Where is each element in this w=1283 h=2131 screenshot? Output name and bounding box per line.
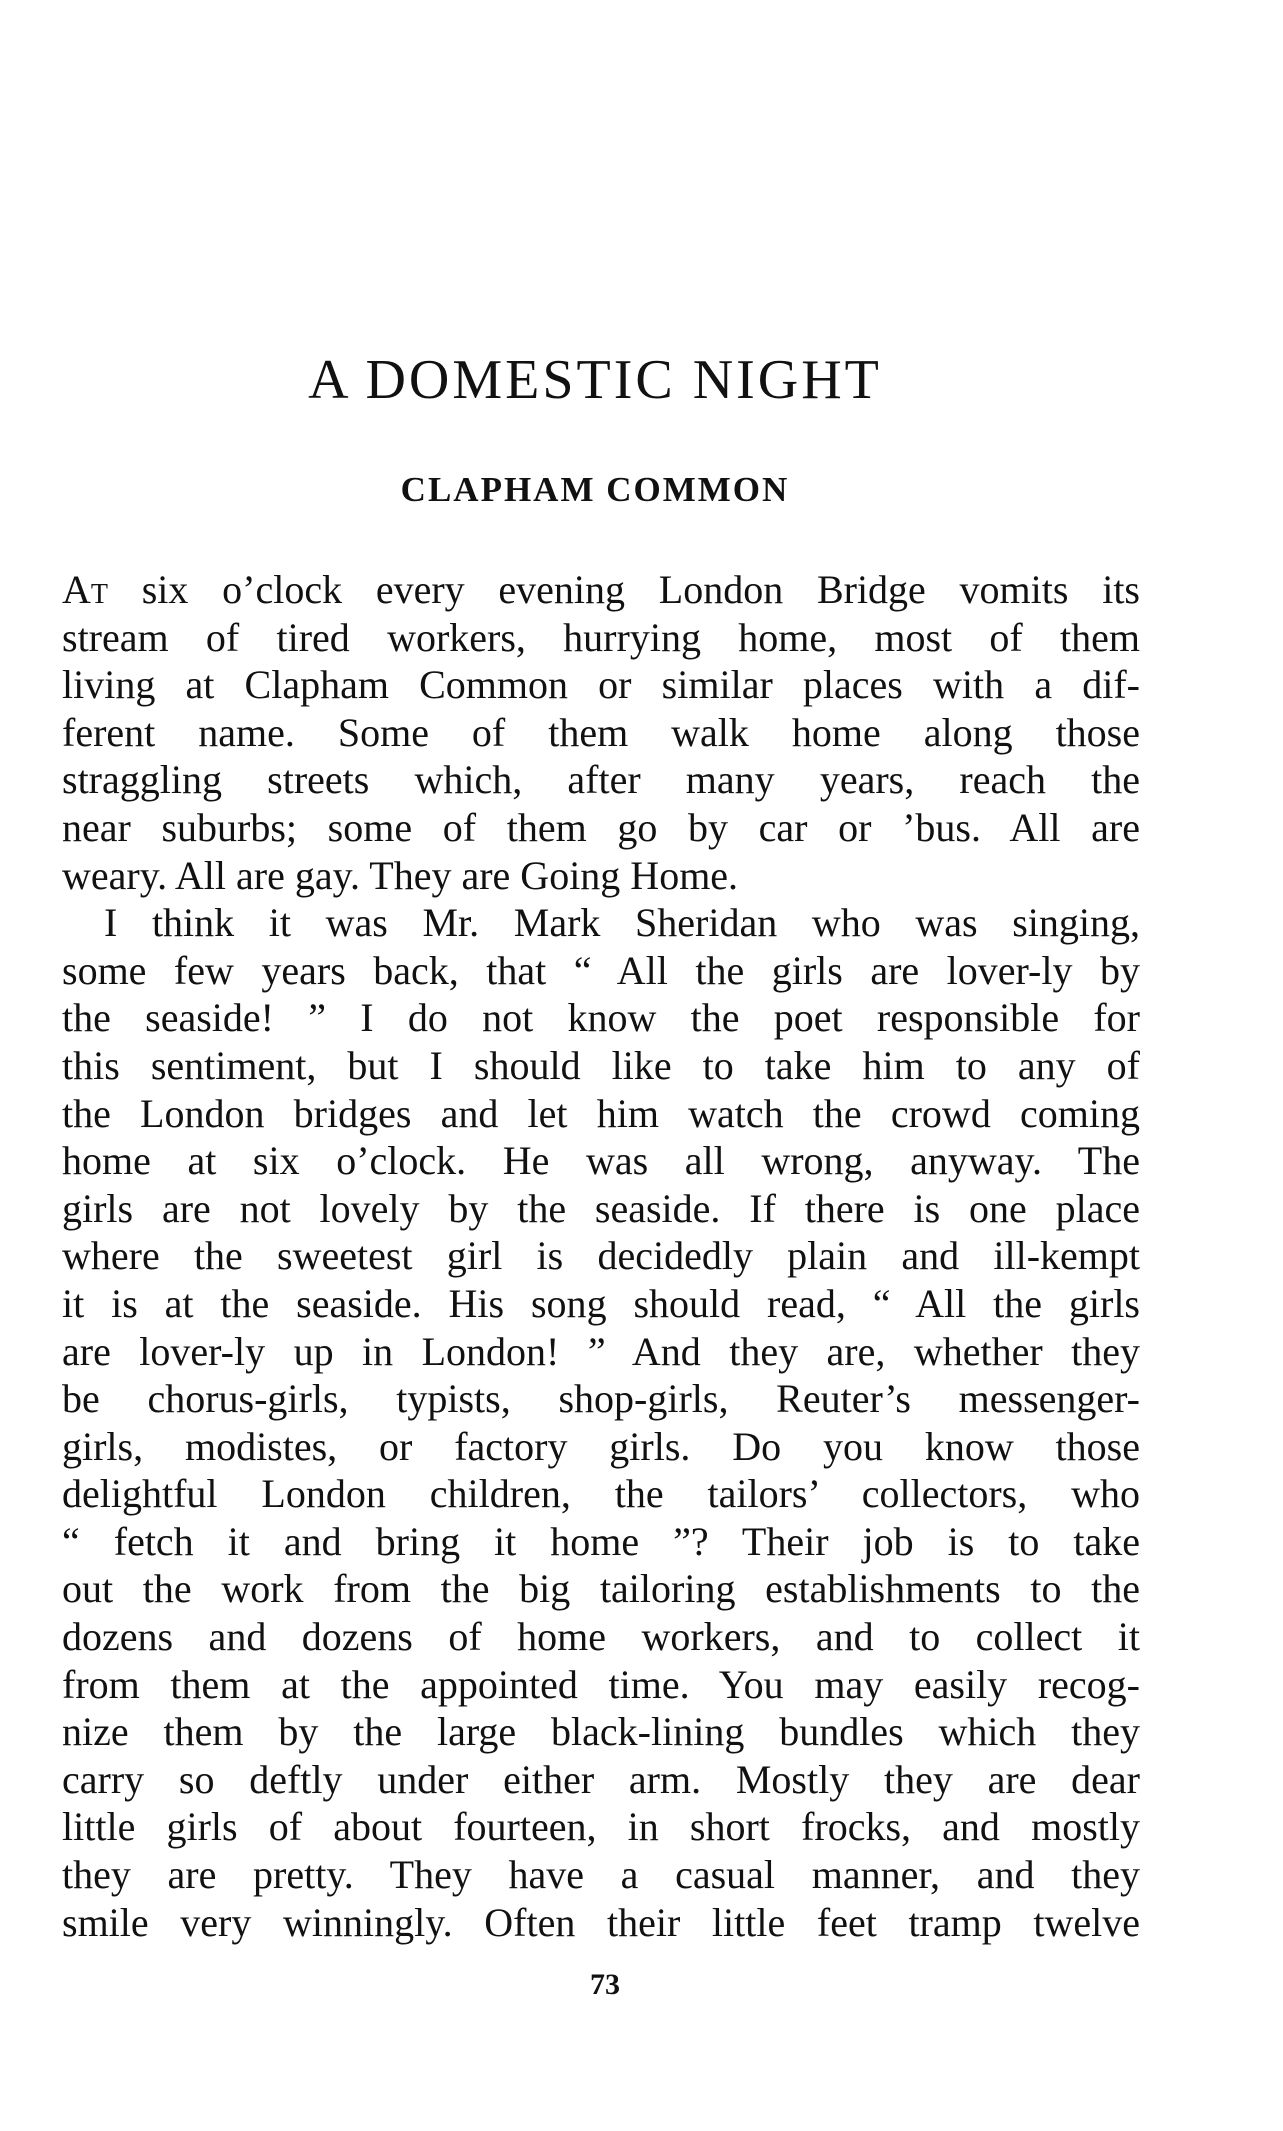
paragraph-2 [62, 899, 1140, 1946]
body-text [62, 566, 1140, 1946]
text-line: home at six o’clock. He was all wrong, anyway. The [62, 1138, 1140, 1184]
text-line: nize them by the large black-lining bundles which they [62, 1709, 1140, 1755]
text-line: stream of tired workers, hurrying home, most of them [62, 614, 1140, 660]
text-line: “ fetch it and bring it home ”? Their job is to take [62, 1518, 1140, 1564]
text-line: it is at the seaside. His song should read, “ All the girls [62, 1280, 1140, 1326]
text-line: out the work from the big tailoring establishments to the [62, 1566, 1140, 1612]
page-number: 73 [590, 1968, 620, 2001]
chapter-subtitle: CLAPHAM COMMON [400, 470, 790, 509]
text-line: little girls of about fourteen, in short frocks, and mostly [62, 1804, 1140, 1850]
text-line: where the sweetest girl is decidedly plain and ill-kempt [62, 1233, 1140, 1279]
dropcap-word: At [62, 567, 108, 612]
chapter-title: A DOMESTIC NIGHT [308, 349, 882, 411]
text-line: be chorus-girls, typists, shop-girls, Reuter’s messenger- [62, 1376, 1140, 1422]
text-line: smile very winningly. Often their little feet tramp twelve [62, 1899, 1140, 1945]
text-line: straggling streets which, after many years, reach the [62, 757, 1140, 803]
text-line: carry so deftly under either arm. Mostly they are dear [62, 1756, 1140, 1802]
text-line: the London bridges and let him watch the crowd coming [62, 1090, 1140, 1136]
text-line: girls, modistes, or factory girls. Do you know those [62, 1423, 1140, 1469]
text-line: some few years back, that “ All the girls are lover-ly by [62, 947, 1140, 993]
text-line: they are pretty. They have a casual manner, and they [62, 1852, 1140, 1898]
text-line: girls are not lovely by the seaside. If there is one place [62, 1185, 1140, 1231]
text-line: are lover-ly up in London! ” And they are, whether they [62, 1328, 1140, 1374]
text-line: At six o’clock every evening London Bridge vomits its [62, 567, 1140, 612]
text-line: from them at the appointed time. You may easily recog- [62, 1661, 1140, 1707]
text-line: the seaside! ” I do not know the poet responsible for [62, 995, 1140, 1041]
text-line: this sentiment, but I should like to take him to any of [62, 1042, 1140, 1088]
text-line: delightful London children, the tailors’ collectors, who [62, 1471, 1140, 1517]
text-line: weary. All are gay. They are Going Home. [62, 852, 739, 898]
text-line: I think it was Mr. Mark Sheridan who was singing, [104, 900, 1140, 946]
paragraph-1 [62, 566, 1140, 899]
text-line: near suburbs; some of them go by car or ’bus. All are [62, 804, 1140, 850]
text-line: ferent name. Some of them walk home along those [62, 709, 1140, 755]
text-line: living at Clapham Common or similar places with a dif- [62, 662, 1140, 708]
text-line: dozens and dozens of home workers, and to collect it [62, 1614, 1140, 1660]
